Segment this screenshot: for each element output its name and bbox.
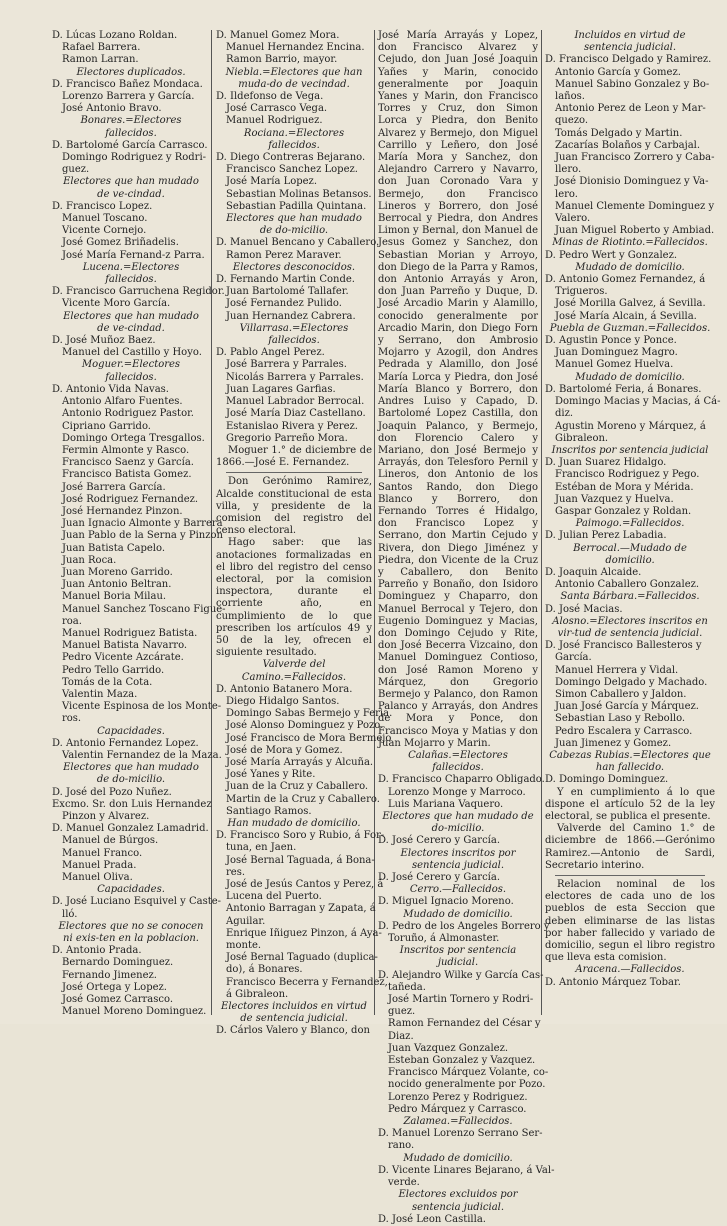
elector-name: Manuel Franco. bbox=[62, 847, 143, 859]
section-heading: Electores duplicados. bbox=[76, 66, 186, 78]
section-heading: Capacidades. bbox=[97, 725, 165, 737]
elector-name: Enrique Iñiguez Pinzon, á Aya- bbox=[226, 927, 382, 939]
section-heading: Berrocal.—Mudado de domicilio. bbox=[573, 542, 687, 566]
elector-name: D. Pedro Wert y Gonzalez. bbox=[545, 249, 678, 261]
section-heading: Inscritos por sentencia judicial bbox=[551, 444, 709, 456]
elector-name: Manuel Oliva. bbox=[62, 872, 133, 884]
elector-name: á Gibraleon. bbox=[226, 988, 289, 1000]
section-heading: Mudado de domicilio. bbox=[403, 1152, 513, 1164]
elector-name: José Bernal Taguada, á Bona- bbox=[226, 854, 375, 866]
elector-name: D. Antonio Batanero Mora. bbox=[216, 683, 353, 695]
elector-name: Ramon Perez Maraver. bbox=[226, 249, 342, 261]
elector-name: diz. bbox=[555, 408, 574, 420]
section-heading: Aracena.—Fallecidos. bbox=[575, 964, 685, 976]
section-heading: Electores que han mudado de do-micilio. bbox=[382, 811, 534, 835]
elector-name: José Antonio Bravo. bbox=[62, 103, 162, 115]
elector-name: Estanislao Rivera y Perez. bbox=[226, 420, 358, 432]
elector-name: Domingo Ortega Tresgallos. bbox=[62, 432, 205, 444]
elector-name: José de Jesús Cantos y Perez, á bbox=[226, 879, 384, 891]
elector-name: quezo. bbox=[555, 115, 589, 127]
elector-name: D. Alejandro Wilke y García Cas- bbox=[378, 969, 544, 981]
elector-name: Juan Vazquez y Huelva. bbox=[555, 493, 674, 505]
section-heading: Moguer.=Electores fallecidos. bbox=[81, 359, 181, 383]
paragraph-text: Hago saber: que las anotaciones formalizadas en el libro del registro del censo electoral, por la comision inspectora, durante el corriente año, en cumplimiento de lo que prescriben los artículos 49 y 50 de la ley, ofrecen el siguiente resultado. bbox=[216, 537, 372, 659]
section-heading: Lucena.=Electores fallecidos. bbox=[82, 261, 180, 286]
elector-name: D. Francisco Delgado y Ramirez. bbox=[545, 54, 712, 66]
elector-name: José Barrera y Parrales. bbox=[226, 359, 347, 371]
section-heading: Han mudado de domicilio. bbox=[227, 818, 361, 829]
section-heading: Electores que han mudado de ve-cindad. bbox=[63, 176, 199, 200]
elector-name: Pedro Vicente Azcárate. bbox=[62, 652, 184, 664]
elector-name: D. José Muñoz Baez. bbox=[52, 335, 156, 347]
elector-name: D. Juan Suarez Hidalgo. bbox=[545, 457, 667, 469]
elector-name: Ramon Barrio, mayor. bbox=[226, 54, 338, 66]
elector-name: laños. bbox=[555, 91, 585, 103]
elector-name: D. Manuel Bencano y Caballero. bbox=[216, 237, 380, 249]
elector-name: José María Arrayás y Alcuña. bbox=[226, 756, 374, 768]
elector-name: Ramon Larran. bbox=[62, 54, 139, 66]
elector-name: Francisco Rodriguez y Pego. bbox=[555, 469, 700, 481]
elector-name: D. Antonio Márquez Tobar. bbox=[545, 976, 681, 988]
section-heading: Mudado de domicilio. bbox=[575, 261, 685, 273]
elector-name: José Gomez Carrasco. bbox=[62, 994, 174, 1006]
elector-name: D. Francisco Garruchena Regidor. bbox=[52, 286, 225, 298]
elector-name: D. Manuel Gomez Mora. bbox=[216, 30, 340, 41]
elector-name: Manuel Sanchez Toscano Figue- bbox=[62, 603, 226, 615]
separator-rule bbox=[555, 875, 705, 876]
elector-name: Nicolás Barrera y Parrales. bbox=[226, 371, 364, 383]
elector-name: D. Pedro de los Angeles Borrero y bbox=[378, 920, 550, 932]
elector-name: Estéban de Mora y Mérida. bbox=[555, 481, 694, 493]
section-heading: Cerro.—Fallecidos. bbox=[409, 884, 507, 896]
elector-name: tañeda. bbox=[388, 981, 426, 993]
elector-name: Valentin Maza. bbox=[62, 688, 138, 700]
section-heading: Cabezas Rubias.=Electores que han fallecido. bbox=[549, 749, 711, 774]
elector-name: Aguilar. bbox=[226, 915, 266, 927]
elector-name: D. Manuel Lorenzo Serrano Ser- bbox=[378, 1128, 543, 1140]
paragraph-text: Valverde del Camino 1.° de diciembre de 1866.—Gerónimo Ramirez.—Antonio de Sardi, Secretario interino. bbox=[545, 823, 715, 871]
section-heading: Mudado de domicilio. bbox=[575, 371, 685, 383]
elector-name: res. bbox=[226, 866, 246, 878]
elector-name: D. José Macias. bbox=[545, 603, 623, 615]
elector-name: Juan Hernandez Cabrera. bbox=[226, 310, 356, 322]
elector-name: D. Pablo Angel Perez. bbox=[216, 347, 325, 359]
section-heading: Puebla de Guzman.=Fallecidos. bbox=[549, 322, 711, 334]
elector-name: Fermin Almonte y Rasco. bbox=[62, 444, 190, 456]
section-heading: Mudado de domicilio. bbox=[403, 908, 513, 920]
elector-name: D. Francisco Lopez. bbox=[52, 200, 153, 212]
paragraph-text: Don Gerónimo Ramirez, Alcalde constitucional de esta villa, y presidente de la comision del registro del censo electoral. bbox=[216, 476, 372, 537]
elector-name: D. Antonio Prada. bbox=[52, 945, 142, 957]
elector-name: José Carrasco Vega. bbox=[226, 103, 328, 115]
elector-name: Juan Dominguez Magro. bbox=[555, 347, 678, 359]
elector-name: Santiago Ramos. bbox=[226, 805, 312, 817]
elector-name: Domingo Delgado y Machado. bbox=[555, 676, 708, 688]
section-heading: Electores incluidos en virtud de sentencia judicial. bbox=[221, 1001, 367, 1025]
elector-name: lló. bbox=[62, 908, 78, 920]
section-heading: Santa Bárbara.=Fallecidos. bbox=[560, 591, 700, 603]
elector-name: guez. bbox=[62, 164, 90, 176]
elector-name: José María Diaz Castellano. bbox=[226, 408, 366, 420]
paragraph-text: Moguer 1.° de diciembre de 1866.—José E. Fernandez. bbox=[216, 444, 372, 469]
elector-name: verde. bbox=[388, 1177, 420, 1189]
elector-name: D. Antonio Fernandez Lopez. bbox=[52, 737, 199, 749]
elector-name: D. Bartolomé Feria, á Bonares. bbox=[545, 383, 702, 395]
elector-name: Francisco Becerra y Fernandez, bbox=[226, 976, 388, 988]
elector-name: nocido generalmente por Pozo. bbox=[388, 1079, 546, 1091]
section-heading: Calañas.=Electores fallecidos. bbox=[408, 749, 508, 774]
elector-name: Domingo Sabas Bermejo y Feria. bbox=[226, 708, 393, 720]
elector-name: Diego Hidalgo Santos. bbox=[226, 695, 340, 707]
elector-name: D. Francisco Chaparro Obligado. bbox=[378, 774, 545, 786]
elector-name: Bernardo Dominguez. bbox=[62, 957, 174, 969]
elector-name: Sebastian Molinas Betansos. bbox=[226, 188, 372, 200]
elector-name: José Hernandez Pinzon. bbox=[62, 505, 183, 517]
elector-name: D. José Leon Castilla. bbox=[378, 1213, 486, 1225]
elector-name: Martin de la Cruz y Caballero. bbox=[226, 793, 380, 805]
elector-name: Francisco Márquez Volante, co- bbox=[388, 1067, 549, 1079]
elector-name: Manuel Boria Milau. bbox=[62, 591, 167, 603]
elector-name: José Francisco de Mora Bermejo bbox=[226, 732, 392, 744]
elector-name: Manuel de Búrgos. bbox=[62, 835, 159, 847]
elector-name: Juan José García y Márquez. bbox=[555, 701, 699, 713]
elector-name: Juan Batista Capelo. bbox=[62, 542, 166, 554]
elector-name: Lorenzo Monge y Marroco. bbox=[388, 786, 526, 798]
section-heading: Minas de Riotinto.=Fallecidos. bbox=[552, 237, 708, 249]
elector-name: José de Mora y Gomez. bbox=[226, 744, 343, 756]
section-heading: Electores que han mudado de do-micilio. bbox=[226, 213, 362, 237]
elector-name: D. Domingo Dominguez. bbox=[545, 774, 669, 786]
elector-name: Rafael Barrera. bbox=[62, 42, 141, 54]
elector-name: Simon Caballero y Jaldon. bbox=[555, 688, 687, 700]
elector-name: Gregorio Parreño Mora. bbox=[226, 432, 348, 444]
elector-name: Luis Mariana Vaquero. bbox=[388, 798, 504, 810]
elector-name: monte. bbox=[226, 940, 262, 952]
elector-name: Juan Bartolomé Tallafer. bbox=[226, 286, 349, 298]
section-heading: Paimogo.=Fallecidos. bbox=[575, 518, 685, 530]
elector-name: Toruño, á Almonaster. bbox=[388, 933, 500, 945]
elector-name: Francisco Saenz y García. bbox=[62, 457, 194, 469]
elector-name: Vicente Moro García. bbox=[62, 298, 171, 310]
section-heading: Villarrasa.=Electores fallecidos. bbox=[239, 322, 349, 347]
elector-name: Juan Ignacio Almonte y Barrera bbox=[62, 518, 223, 530]
section-heading: Electores que han mudado de ve-cindad. bbox=[63, 310, 199, 334]
elector-name: Lorenzo Perez y Rodriguez. bbox=[388, 1091, 528, 1103]
elector-name: Sebastian Laso y Rebollo. bbox=[555, 713, 686, 725]
elector-name: Manuel Batista Navarro. bbox=[62, 640, 188, 652]
elector-name: tuna, en Jaen. bbox=[226, 842, 297, 854]
elector-name: José María Lopez. bbox=[226, 176, 318, 188]
elector-name: García. bbox=[555, 652, 592, 664]
elector-name: Antonio García y Gomez. bbox=[555, 66, 681, 78]
elector-name: Juan Pablo de la Serna y Pinzon bbox=[62, 530, 223, 542]
section-heading: Inscritos por sentencia judicial. bbox=[399, 945, 517, 969]
elector-name: Juan Francisco Zorrero y Caba- bbox=[555, 152, 715, 164]
elector-name: Excmo. Sr. don Luis Hernandez bbox=[52, 798, 212, 810]
elector-name: D. Francisco Bañez Mondaca. bbox=[52, 78, 203, 90]
elector-name: Francisco Sanchez Lopez. bbox=[226, 164, 358, 176]
elector-name: Manuel Herrera y Vidal. bbox=[555, 664, 679, 676]
elector-name: Gibraleon. bbox=[555, 432, 609, 444]
elector-name: Pinzon y Alvarez. bbox=[62, 811, 150, 822]
section-heading: Electores excluidos por sentencia judicial. bbox=[398, 1189, 518, 1213]
elector-name: Domingo Macias y Macias, á Cá- bbox=[555, 396, 721, 408]
elector-name: Manuel Labrador Berrocal. bbox=[226, 396, 365, 408]
elector-name: D. Bartolomé García Carrasco. bbox=[52, 139, 208, 151]
elector-name: José Martin Tornero y Rodri- bbox=[388, 994, 534, 1006]
elector-name: Juan Moreno Garrido. bbox=[62, 566, 173, 578]
elector-name: José Alonso Dominguez y Pozo. bbox=[226, 720, 384, 732]
elector-name: D. José Cerero y García. bbox=[378, 835, 501, 847]
elector-name: José Morilla Galvez, á Sevilla. bbox=[555, 298, 706, 310]
elector-name: Juan Vazquez Gonzalez. bbox=[388, 1042, 509, 1054]
elector-name: Lucena del Puerto. bbox=[226, 891, 322, 903]
elector-name: D. Vicente Linares Bejarano, á Val- bbox=[378, 1164, 555, 1176]
elector-name: Valero. bbox=[555, 213, 591, 225]
elector-name: Manuel Gomez Huelva. bbox=[555, 359, 674, 371]
elector-name: Agustin Moreno y Márquez, á bbox=[555, 420, 706, 432]
section-heading: Alosno.=Electores inscritos en vir-tud de sentencia judicial. bbox=[552, 615, 708, 639]
elector-name: Diaz. bbox=[388, 1030, 414, 1042]
elector-name: José Fernandez Pulido. bbox=[226, 298, 342, 310]
section-heading: Niebla.=Electores que han muda-do de vecindad. bbox=[225, 66, 363, 90]
elector-name: Vicente Cornejo. bbox=[62, 225, 147, 237]
section-heading: Rociana.=Electores fallecidos. bbox=[243, 127, 345, 151]
elector-name: Gaspar Gonzalez y Roldan. bbox=[555, 505, 692, 517]
elector-name: roa. bbox=[62, 615, 82, 627]
elector-name: Sebastian Padilla Quintana. bbox=[226, 200, 367, 212]
elector-name: Manuel Rodriguez Batista. bbox=[62, 627, 198, 639]
elector-name: D. Manuel Gonzalez Lamadrid. bbox=[52, 823, 209, 835]
elector-name: D. Lúcas Lozano Roldan. bbox=[52, 30, 178, 41]
elector-name: Manuel Rodriguez. bbox=[226, 115, 323, 127]
elector-name: José Dionisio Dominguez y Va- bbox=[555, 176, 709, 188]
elector-name: D. Francisco Soro y Rubio, á For- bbox=[216, 830, 385, 842]
elector-name: Zacarías Bolaños y Carbajal. bbox=[555, 139, 701, 151]
elector-name: D. Joaquin Alcaide. bbox=[545, 566, 642, 578]
elector-name: D. José Cerero y García. bbox=[378, 872, 501, 884]
elector-name: Manuel Sabino Gonzalez y Bo- bbox=[555, 78, 710, 90]
elector-name: rano. bbox=[388, 1140, 415, 1152]
elector-name: Fernando Jimenez. bbox=[62, 969, 157, 981]
elector-name: José Ortega y Lopez. bbox=[62, 981, 167, 993]
elector-name: Antonio Barragan y Zapata, á bbox=[226, 903, 376, 915]
elector-name: D. Fernando Martin Conde. bbox=[216, 274, 355, 286]
elector-name: Juan Antonio Beltran. bbox=[62, 579, 172, 591]
elector-name: D. José Francisco Ballesteros y bbox=[545, 640, 702, 652]
column-3 bbox=[378, 30, 555, 1225]
elector-name: Tomás Delgado y Martin. bbox=[555, 127, 683, 139]
elector-name: D. Antonio Gomez Fernandez, á bbox=[545, 274, 706, 286]
elector-name: Manuel Hernandez Encina. bbox=[226, 42, 365, 54]
elector-name: D. Miguel Ignacio Moreno. bbox=[378, 896, 514, 908]
elector-name: Lorenzo Barrera y García. bbox=[62, 91, 195, 103]
elector-name: lero. bbox=[555, 188, 578, 200]
elector-name: Ramon Fernandez del César y bbox=[388, 1018, 541, 1030]
elector-name: Domingo Rodriguez y Rodri- bbox=[62, 152, 207, 164]
elector-name: José María Alcain, á Sevilla. bbox=[555, 310, 697, 322]
elector-name: Trigueros. bbox=[555, 286, 608, 298]
elector-name: Manuel Prada. bbox=[62, 859, 137, 871]
elector-name: José Yanes y Rite. bbox=[226, 769, 316, 781]
elector-name: José Barrera García. bbox=[62, 481, 166, 493]
separator-rule bbox=[226, 472, 362, 473]
elector-name: Manuel Moreno Dominguez. bbox=[62, 1006, 207, 1018]
elector-name: José Bernal Taguado (duplica- bbox=[226, 952, 378, 964]
elector-name: ros. bbox=[62, 713, 82, 725]
section-heading: Electores inscritos por sentencia judicial. bbox=[400, 847, 516, 871]
section-heading: Bonares.=Electores fallecidos. bbox=[80, 115, 182, 139]
elector-name: Vicente Espinosa de los Monte- bbox=[62, 701, 222, 713]
elector-name: Manuel Clemente Dominguez y bbox=[555, 200, 715, 212]
elector-name: Antonio Caballero Gonzalez. bbox=[555, 579, 700, 591]
elector-name: D. Agustin Ponce y Ponce. bbox=[545, 335, 677, 347]
elector-name: D. José del Pozo Nuñez. bbox=[52, 786, 172, 798]
elector-name: D. Cárlos Valero y Blanco, don bbox=[216, 1025, 370, 1037]
section-heading: Incluidos en virtud de sentencia judicial. bbox=[574, 30, 686, 54]
elector-name: Pedro Márquez y Carrasco. bbox=[388, 1103, 527, 1115]
elector-name: Pedro Tello Garrido. bbox=[62, 664, 165, 676]
section-heading: Capacidades. bbox=[97, 884, 165, 896]
elector-name: llero. bbox=[555, 164, 582, 176]
elector-name: Esteban Gonzalez y Vazquez. bbox=[388, 1055, 536, 1067]
column-4 bbox=[545, 30, 721, 1016]
elector-name: do), á Bonares. bbox=[226, 964, 303, 976]
section-heading: Electores desconocidos. bbox=[232, 261, 356, 273]
section-heading: Valverde del Camino.=Fallecidos. bbox=[241, 659, 347, 683]
elector-name: Pedro Escalera y Carrasco. bbox=[555, 725, 693, 737]
section-heading: Electores que han mudado de do-micilio. bbox=[63, 762, 199, 786]
elector-name: Juan Roca. bbox=[62, 554, 117, 566]
elector-name: Juan Miguel Roberto y Ambiad. bbox=[555, 225, 715, 237]
elector-name: Cipriano Garrido. bbox=[62, 420, 151, 432]
paragraph-text: José María Arrayás y Lopez, don Francisco Alvarez y Cejudo, don Juan José Joaquin Yañes y Marin, conocido generalmente por Joaquin Yanes y Marin, don Francisco Torres y Cruz, don Simon Lorca y Piedra, don Benito Alvarez y Bermejo, don Miguel Carrillo y Leñero, don José María Mora y Sanchez, don Alejandro Carrero y Navarro, don Juan Coronado Vara y Bermejo, don Francisco Lineros y Borrero, don José Berrocal y Piedra, don Andres Limon y Bernal, don Manuel de Jesus Gomez y Sanchez, don Sebastian Morian y Arroyo, don Diego de la Parra y Ramos, don Antonio Arrayás y Aron, don Juan Parreño y Duque, D. José Arcadio Marin y Alamillo, conocido generalmente por Arcadio Marin, don Diego Forn y Serrano, don Ambrosio Mojarro y Azogil, don Andres Pedrada y Alamillo, don José María Lorca y Piedra, don José María Blanco y Borrero, don Andres Luiso y Capado, D. Bartolomé Lopez Castilla, don Joaquin Palanco, y Bermejo, don Florencio Calero y Mariano, don José Bermejo y Arrayás, don Telesforo Pernil y Lineros, don Antonio de los Santos Rando, don Diego Blanco y Borrero, don Fernando Torres é Hidalgo, don Francisco Lopez y Serrano, don Martin Cejudo y Rivera, don Diego Jiménez y Piedra, don Vicente de la Cruz y Caballero, don Benito Parreño y Bonaño, don Isidoro Dominguez y Chaparro, don Manuel Berrocal y Tejero, don Eugenio Dominguez y Macias, don Domingo Cejudo y Rite, don José Becerra Vizcaino, don Manuel Dominguez Contioso, don José Ramon Moreno y Márquez, don Gregorio Bermejo y Palanco, don Ramon Palanco y Arrayás, don Andres de Mora y Ponce, don Francisco Moya y Matias y don Juan Mojarro y Marin. bbox=[378, 30, 538, 749]
elector-name: Juan Jimenez y Gomez. bbox=[555, 737, 672, 749]
elector-name: Juan Lagares Garfias. bbox=[226, 383, 336, 395]
section-heading: Electores que no se conocen ni exis-ten en la poblacion. bbox=[58, 920, 204, 945]
elector-name: Tomás de la Cota. bbox=[62, 676, 153, 688]
elector-name: D. José Luciano Esquivel y Caste- bbox=[52, 896, 222, 908]
elector-name: Antonio Perez de Leon y Mar- bbox=[555, 103, 706, 115]
elector-name: Francisco Batista Gomez. bbox=[62, 469, 192, 481]
elector-name: José Rodriguez Fernandez. bbox=[62, 493, 199, 505]
elector-name: D. Julian Perez Labadia. bbox=[545, 530, 667, 542]
column-2 bbox=[216, 30, 393, 1037]
elector-name: Antonio Rodriguez Pastor. bbox=[62, 408, 194, 420]
elector-name: José Gomez Briñadelis. bbox=[62, 237, 179, 249]
column-divider bbox=[541, 30, 542, 1015]
elector-name: Manuel del Castillo y Hoyo. bbox=[62, 347, 202, 359]
elector-name: Manuel Toscano. bbox=[62, 213, 148, 225]
elector-name: D. Ildefonso de Vega. bbox=[216, 91, 324, 103]
elector-name: D. Antonio Vida Navas. bbox=[52, 383, 169, 395]
elector-name: José María Fernand-z Parra. bbox=[62, 249, 205, 261]
elector-name: guez. bbox=[388, 1006, 416, 1018]
elector-name: D. Diego Contreras Bejarano. bbox=[216, 152, 366, 164]
paragraph-text: Y en cumplimiento á lo que dispone el artículo 52 de la ley electoral, se publica el presente. bbox=[545, 786, 715, 822]
elector-name: Valentin Fernandez de la Maza. bbox=[62, 749, 222, 761]
paragraph-text: Relacion nominal de los electores de cada uno de los pueblos de esta Seccion que deben eliminarse de las listas por haber fallecido y variado de domicilio, segun el libro registro que lleva esta comision. bbox=[545, 879, 715, 964]
column-1 bbox=[52, 30, 226, 1018]
column-divider bbox=[374, 30, 375, 1015]
elector-name: Juan de la Cruz y Caballero. bbox=[226, 781, 369, 793]
section-heading: Zalamea.=Fallecidos. bbox=[403, 1116, 513, 1128]
elector-name: Antonio Alfaro Fuentes. bbox=[62, 396, 183, 408]
